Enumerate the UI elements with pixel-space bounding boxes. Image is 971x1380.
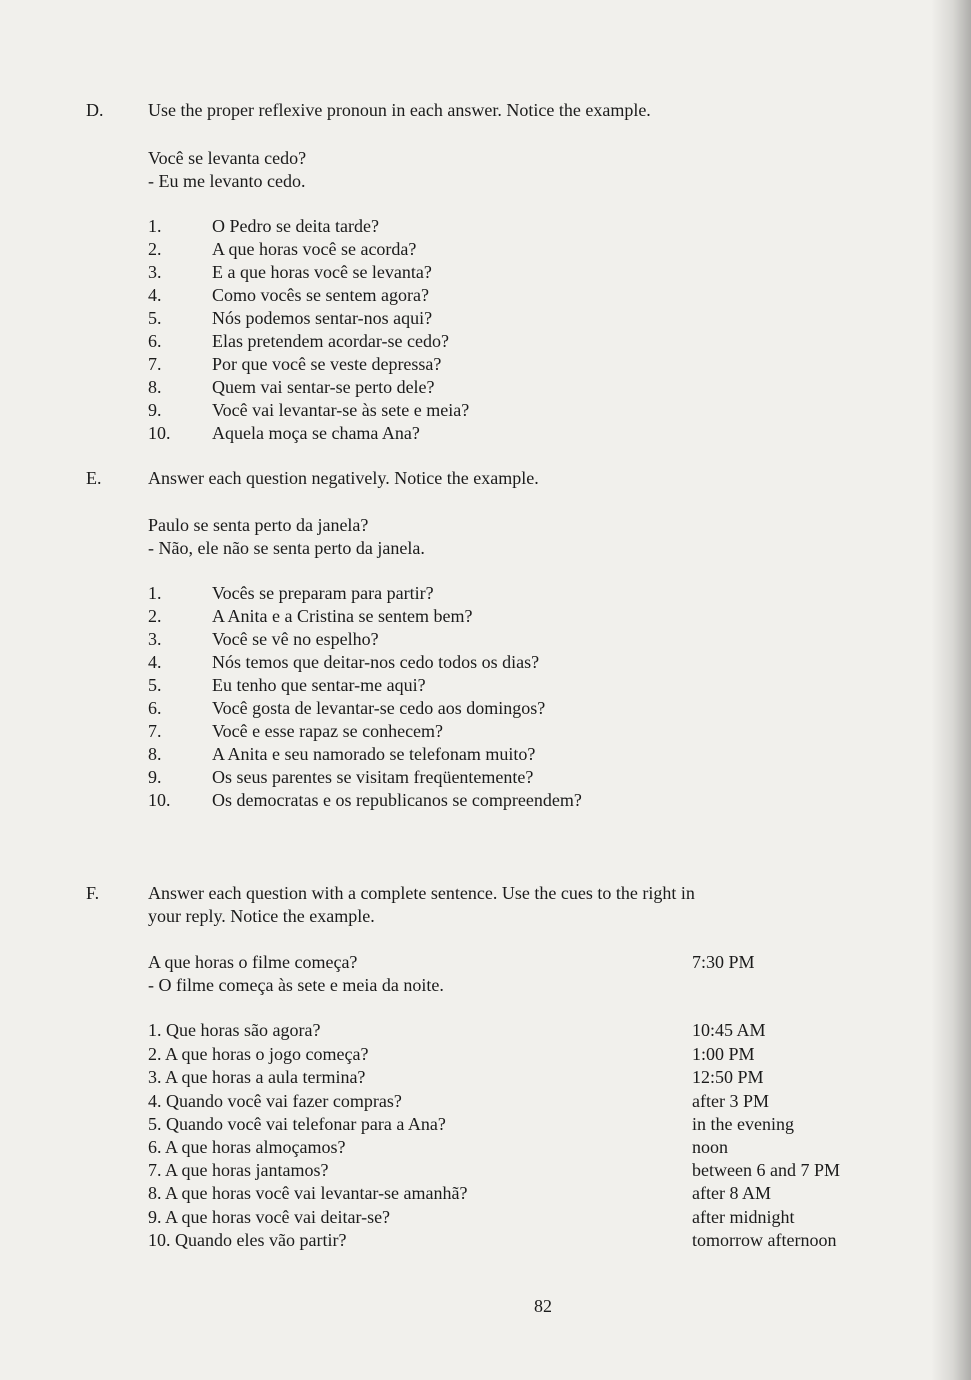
section-d-example-question: Você se levanta cedo? <box>148 148 307 168</box>
section-d-item-number: 6. <box>148 331 162 351</box>
section-f-example-cue: 7:30 PM <box>692 952 755 972</box>
section-d-item-question: Quem vai sentar-se perto dele? <box>212 377 435 397</box>
section-f-item-cue: 1:00 PM <box>692 1044 755 1064</box>
section-f-item-question: 6. A que horas almoçamos? <box>148 1137 346 1157</box>
section-f-item-cue: 10:45 AM <box>692 1020 766 1040</box>
section-e-item-number: 6. <box>148 698 162 718</box>
section-f-item-cue: between 6 and 7 PM <box>692 1160 840 1180</box>
section-e-item-number: 8. <box>148 744 162 764</box>
section-e-example-answer: - Não, ele não se senta perto da janela. <box>148 538 425 558</box>
section-f-item-question: 5. Quando você vai telefonar para a Ana? <box>148 1114 446 1134</box>
section-f-item-question: 9. A que horas você vai deitar-se? <box>148 1207 391 1227</box>
section-d-item-question: Como vocês se sentem agora? <box>212 285 429 305</box>
section-d-item-question: A que horas você se acorda? <box>212 239 417 259</box>
section-f-item-cue: noon <box>692 1137 728 1157</box>
section-d-item-number: 10. <box>148 423 171 443</box>
section-d-item-number: 1. <box>148 216 162 236</box>
section-d-item-question: Elas pretendem acordar-se cedo? <box>212 331 450 351</box>
section-d-item-question: Você vai levantar-se às sete e meia? <box>212 400 470 420</box>
section-e-letter: E. <box>86 468 102 488</box>
section-d-item-number: 4. <box>148 285 162 305</box>
section-f-item-cue: after 8 AM <box>692 1183 771 1203</box>
section-e-item-number: 2. <box>148 606 162 626</box>
section-d-item-number: 8. <box>148 377 162 397</box>
section-d-item-question: Aquela moça se chama Ana? <box>212 423 420 443</box>
section-e-item-number: 4. <box>148 652 162 672</box>
section-e-item-number: 9. <box>148 767 162 787</box>
section-d-item-question: Por que você se veste depressa? <box>212 354 442 374</box>
section-d-item-number: 7. <box>148 354 162 374</box>
section-d-item-question: O Pedro se deita tarde? <box>212 216 379 236</box>
page-gutter-shadow <box>931 0 971 1380</box>
section-d-item-number: 5. <box>148 308 162 328</box>
section-e-instruction: Answer each question negatively. Notice the example. <box>148 468 539 488</box>
section-e-item-number: 3. <box>148 629 162 649</box>
section-d-item-question: Nós podemos sentar-nos aqui? <box>212 308 433 328</box>
section-f-example-question: A que horas o filme começa? <box>148 952 358 972</box>
section-d-item-number: 2. <box>148 239 162 259</box>
section-d-letter: D. <box>86 100 104 120</box>
section-f-example-answer: - O filme começa às sete e meia da noite. <box>148 975 444 995</box>
section-e-item-question: Eu tenho que sentar-me aqui? <box>212 675 426 695</box>
section-f-item-cue: in the evening <box>692 1114 794 1134</box>
section-e-item-number: 10. <box>148 790 171 810</box>
section-e-item-question: A Anita e seu namorado se telefonam muito? <box>212 744 536 764</box>
section-e-item-question: Nós temos que deitar-nos cedo todos os dias? <box>212 652 540 672</box>
section-e-item-question: Vocês se preparam para partir? <box>212 583 434 603</box>
section-f-item-cue: after 3 PM <box>692 1091 769 1111</box>
section-e-example-question: Paulo se senta perto da janela? <box>148 515 369 535</box>
section-f-instruction-line2: your reply. Notice the example. <box>148 906 375 926</box>
section-f-item-cue: tomorrow afternoon <box>692 1230 837 1250</box>
section-f-item-question: 8. A que horas você vai levantar-se amanhã? <box>148 1183 468 1203</box>
section-f-item-cue: after midnight <box>692 1207 795 1227</box>
section-f-item-question: 2. A que horas o jogo começa? <box>148 1044 369 1064</box>
section-e-item-question: A Anita e a Cristina se sentem bem? <box>212 606 473 626</box>
section-e-item-question: Você se vê no espelho? <box>212 629 379 649</box>
section-d-example-answer: - Eu me levanto cedo. <box>148 171 306 191</box>
section-f-letter: F. <box>86 883 100 903</box>
section-d-instruction: Use the proper reflexive pronoun in each answer. Notice the example. <box>148 100 651 120</box>
section-e-item-question: Você gosta de levantar-se cedo aos domingos? <box>212 698 546 718</box>
section-e-item-question: Os democratas e os republicanos se compreendem? <box>212 790 582 810</box>
section-f-item-question: 3. A que horas a aula termina? <box>148 1067 366 1087</box>
section-f-item-question: 10. Quando eles vão partir? <box>148 1230 347 1250</box>
section-f-item-question: 7. A que horas jantamos? <box>148 1160 329 1180</box>
section-d-item-number: 3. <box>148 262 162 282</box>
section-e-item-number: 1. <box>148 583 162 603</box>
section-d-item-number: 9. <box>148 400 162 420</box>
page-number: 82 <box>534 1296 552 1316</box>
section-f-item-cue: 12:50 PM <box>692 1067 764 1087</box>
section-e-item-question: Você e esse rapaz se conhecem? <box>212 721 444 741</box>
section-f-item-question: 4. Quando você vai fazer compras? <box>148 1091 402 1111</box>
section-d-item-question: E a que horas você se levanta? <box>212 262 432 282</box>
section-e-item-question: Os seus parentes se visitam freqüentemente? <box>212 767 534 787</box>
section-f-instruction-line1: Answer each question with a complete sentence. Use the cues to the right in <box>148 883 695 903</box>
section-e-item-number: 5. <box>148 675 162 695</box>
section-e-item-number: 7. <box>148 721 162 741</box>
section-f-item-question: 1. Que horas são agora? <box>148 1020 321 1040</box>
